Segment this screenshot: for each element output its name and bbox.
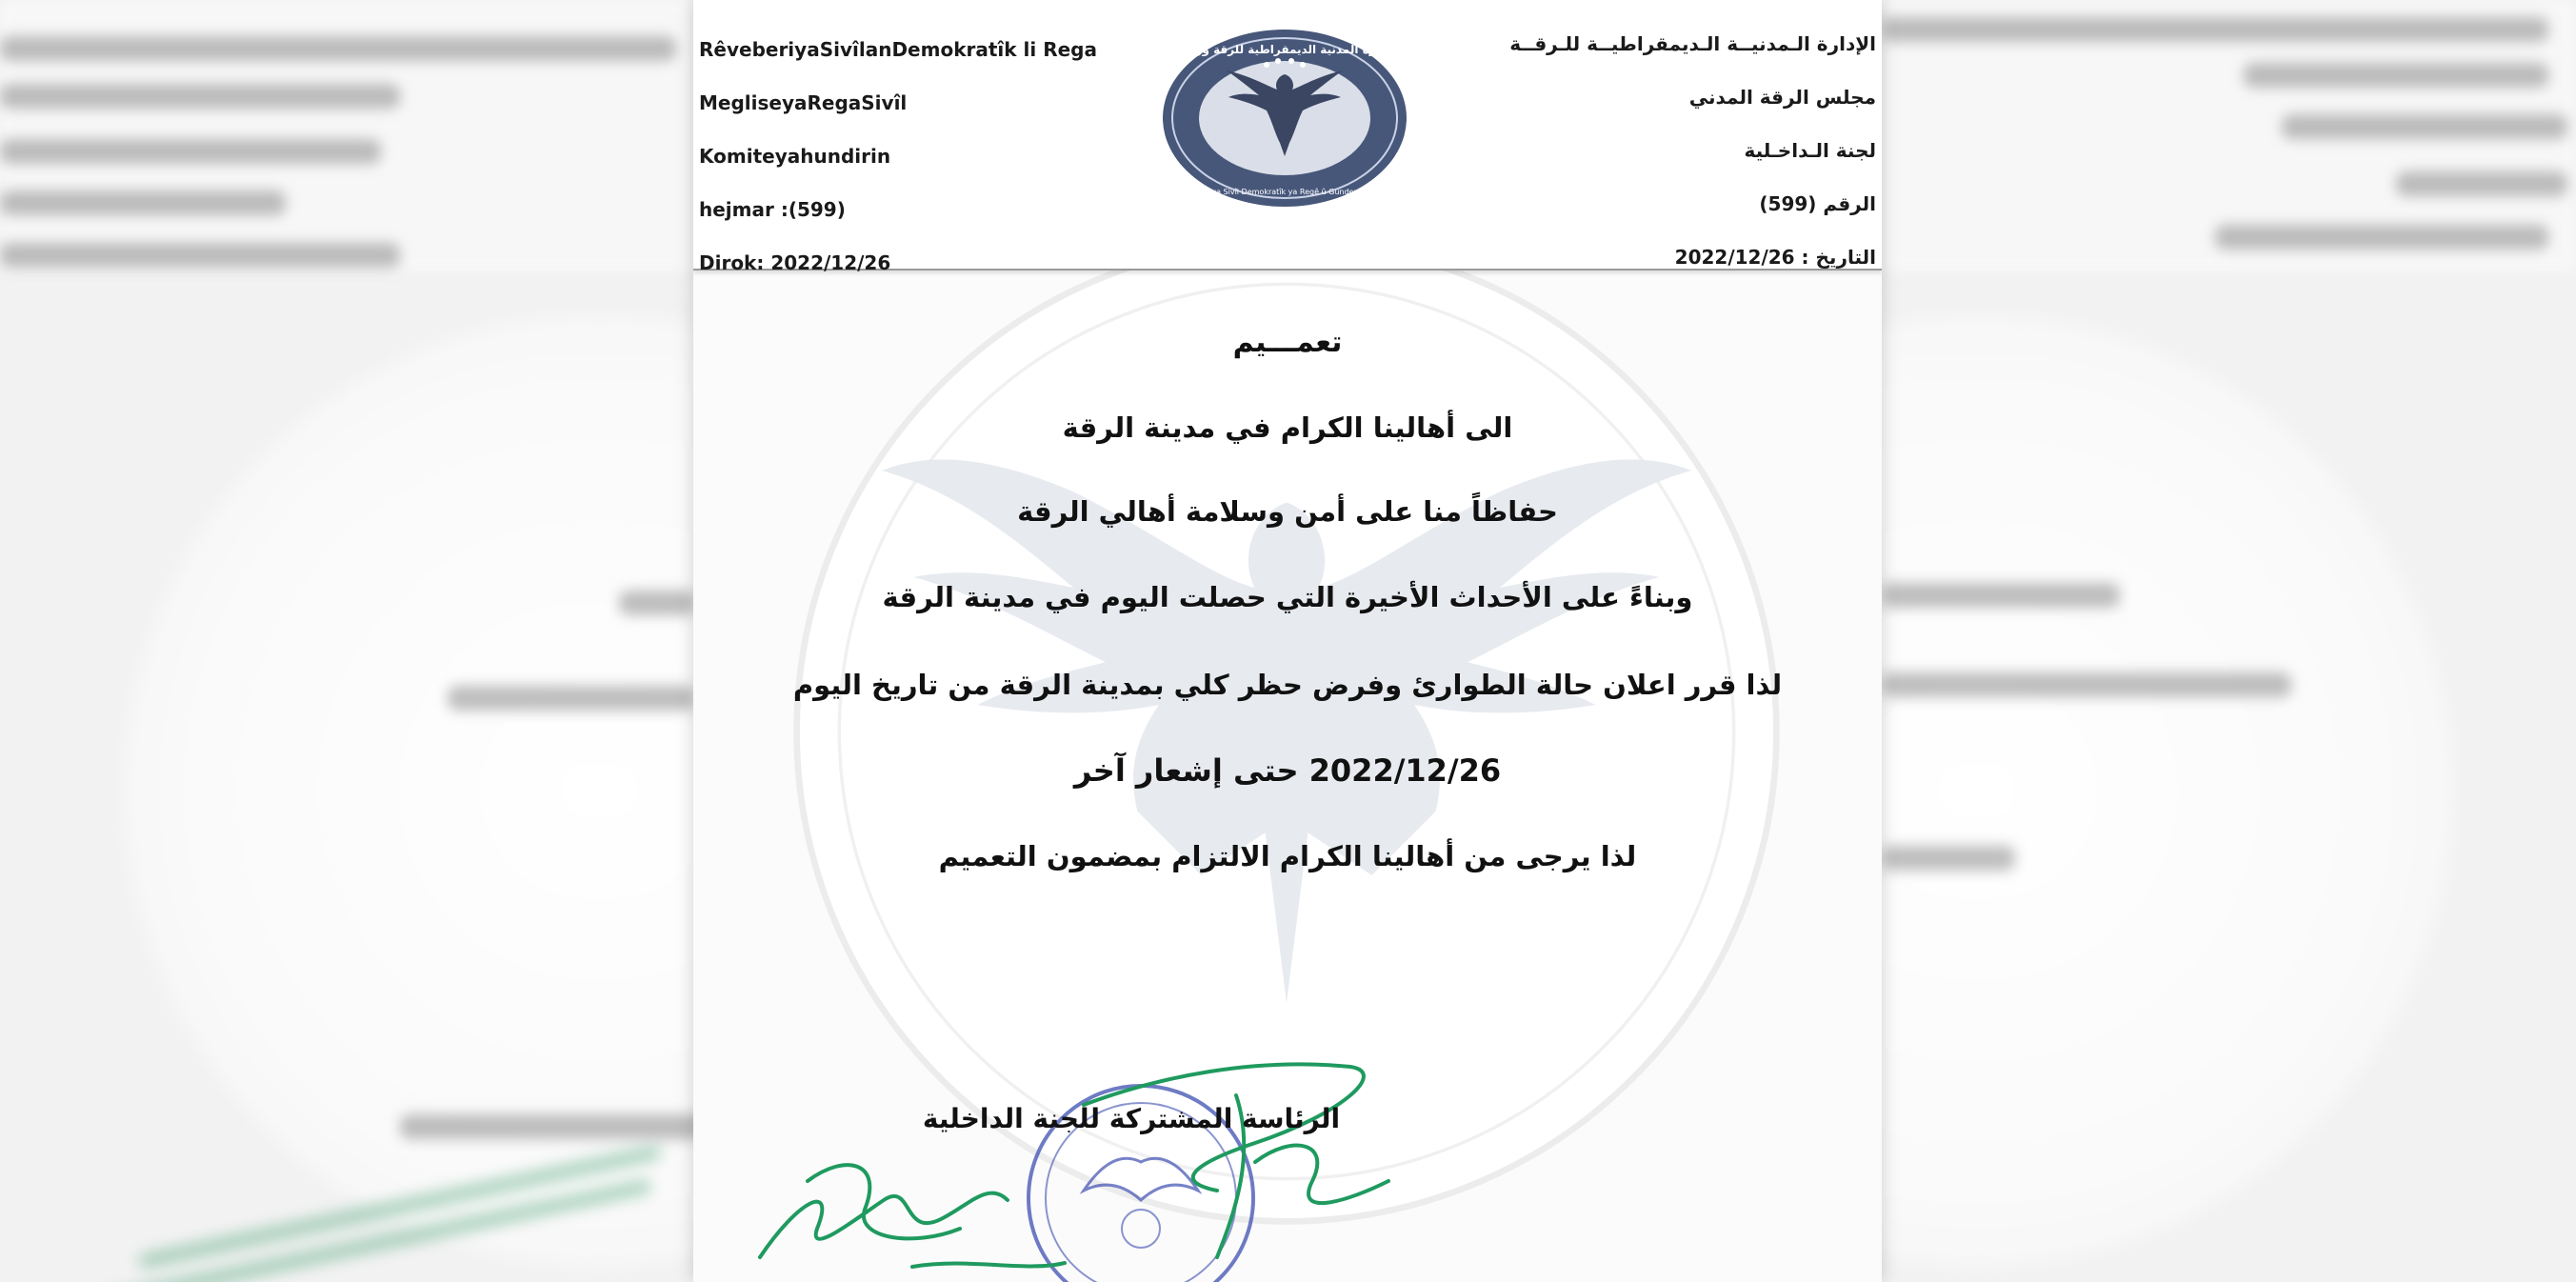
letterhead-kurdish [699, 23, 1194, 290]
body-line-4: لذا قرر اعلان حالة الطوارئ وفرض حظر كلي بمدينة الرقة من تاريخ اليوم [792, 669, 1783, 701]
blurred-background-right [1882, 0, 2576, 1282]
council-name-arabic: مجلس الرقة المدني [1688, 86, 1876, 109]
date-arabic: التاريخ : 2022/12/26 [1674, 246, 1876, 269]
svg-text:Rêveberiya Sivîl Demokratîk ya: Rêveberiya Sivîl Demokratîk ya Regê û Gundewarên Wê [1178, 188, 1391, 196]
body-line-2: حفاظاً منا على أمن وسلامة أهالي الرقة [1017, 495, 1558, 528]
svg-text:الإدارة المدنية الديمقراطية لل: الإدارة المدنية الديمقراطية للرقة وريفها [1170, 43, 1399, 56]
signature-and-stamp-icon [722, 1038, 1446, 1282]
org-name-kurdish: RêveberiyaSivîlanDemokratîk li Rega [699, 38, 1097, 61]
reference-number-arabic: الرقم (599) [1759, 192, 1876, 215]
letterhead-arabic [1362, 17, 1876, 284]
body-line-5: 2022/12/26 حتى إشعار آخر [1073, 752, 1502, 789]
committee-name-arabic: لجنة الـداخـلية [1744, 139, 1876, 162]
body-line-1: الى أهالينا الكرام في مدينة الرقة [1062, 411, 1513, 444]
circular-title: تعمـــيم [1232, 326, 1343, 359]
blurred-background-left [0, 0, 693, 1282]
signature-label: الرئاسة المشتركة للجنة الداخلية [922, 1103, 1341, 1134]
document-page [693, 0, 1882, 1282]
org-name-arabic: الإدارة الـمدنيــة الـديمقراطيــة للـرقــة [1509, 32, 1876, 55]
committee-name-kurdish: Komiteyahundirin [699, 145, 891, 168]
letterhead [693, 0, 1882, 274]
council-name-kurdish: MegliseyaRegaSivîl [699, 91, 908, 114]
body-line-3: وبناءً على الأحداث الأخيرة التي حصلت اليوم في مدينة الرقة [882, 581, 1693, 613]
body-line-6: لذا يرجى من أهالينا الكرام الالتزام بمضمون التعميم [938, 840, 1637, 872]
date-kurdish: Dirok: 2022/12/26 [699, 251, 891, 274]
reference-number-kurdish: hejmar :(599) [699, 198, 846, 221]
